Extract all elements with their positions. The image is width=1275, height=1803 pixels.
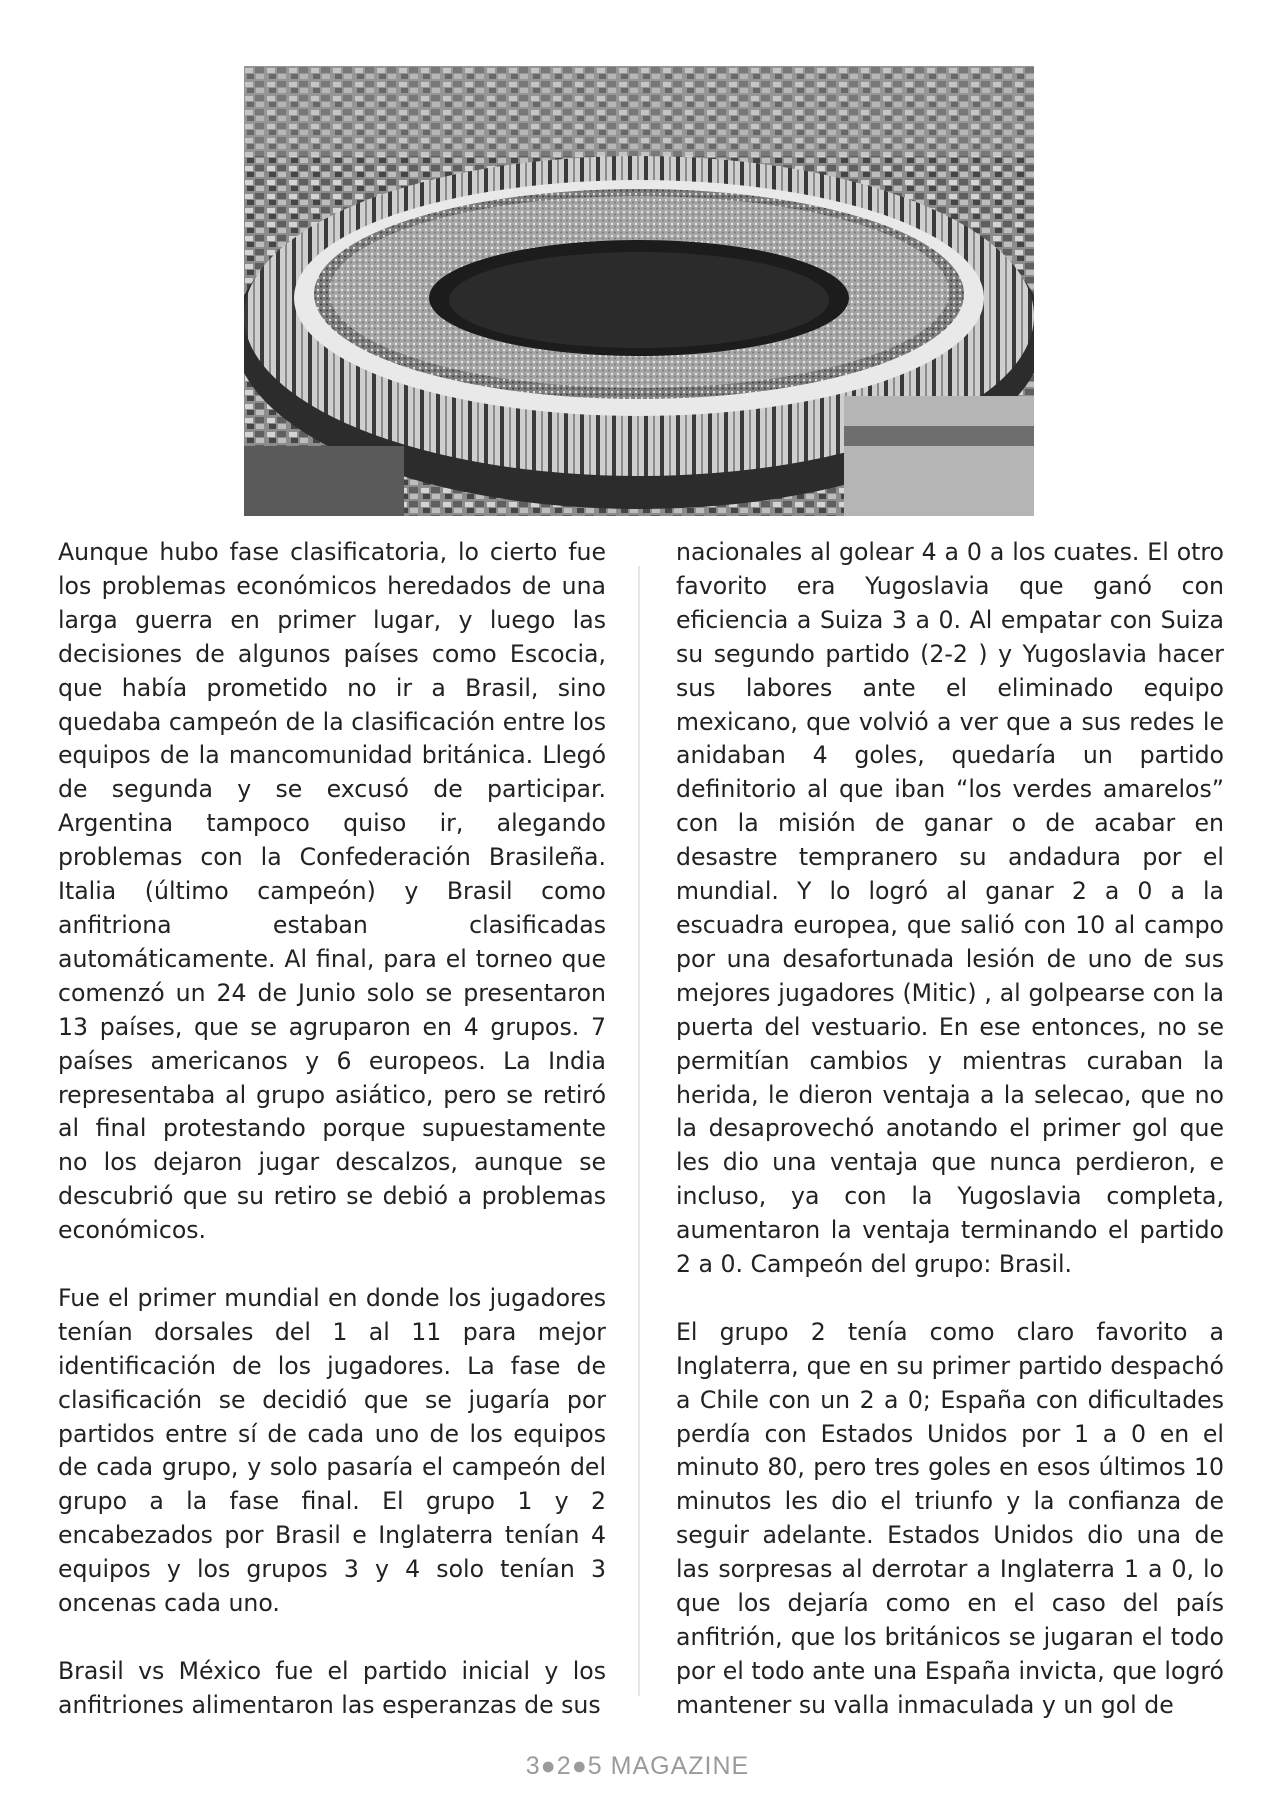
paragraph: nacionales al golear 4 a 0 a los cuates. El otro favorito era Yugoslavia que ganó con eficiencia a Suiza 3 a 0. Al empatar con Suiza su segundo partido (2-2 ) y Yugoslavia hacer sus labores ante el eliminado equipo mexicano, que volvió a ver que a sus redes le anidaban 4 goles, quedaría un partido definitorio al que iban “los verdes amarelos” con la misión de ganar o de acabar en desastre tempranero su andadura por el mundial. Y lo logró al ganar 2 a 0 a la escuadra europea, que salió con 10 al campo por una desafortunada lesión de uno de sus mejores jugadores (Mitic) , al golpearse con la puerta del vestuario. En ese entonces, no se permitían cambios y mientras curaban la herida, le dieron ventaja a la selecao, que no la desaprovechó anotando el primer gol que les dio una ventaja que nunca perdieron, e incluso, ya con la Yugoslavia completa, aumentaron la ventaja terminando el partido 2 a 0. Campeón del grupo: Brasil. [676,538,1224,1279]
article-left-column [58,536,606,1723]
paragraph: Fue el primer mundial en donde los jugadores tenían dorsales del 1 al 11 para mejor identificación de los jugadores. La fase de clasificación se decidió que se jugaría por partidos entre sí de cada uno de los equipos de cada grupo, y solo pasaría el campeón del grupo a la fase final. El grupo 1 y 2 encabezados por Brasil e Inglaterra tenían 4 equipos y los grupos 3 y 4 solo tenían 3 oncenas cada uno. [58,1283,606,1618]
paragraph: El grupo 2 tenía como claro favorito a Inglaterra, que en su primer partido despachó a Chile con un 2 a 0; España con dificultades perdía con Estados Unidos por 1 a 0 en el minuto 80, pero tres goles en esos últimos 10 minutos les dio el triunfo y la confianza de seguir adelante. Estados Unidos dio una de las sorpresas al derrotar a Inglaterra 1 a 0, lo que los dejaría como en el caso del país anfitrión, que los británicos se jugaran el todo por el todo ante una España invicta, que logró mantener su valla inmaculada y un gol de [676,1317,1224,1719]
paragraph: Aunque hubo fase clasificatoria, lo cierto fue los problemas económicos heredados de una larga guerra en primer lugar, y luego las decisiones de algunos países como Escocia, que había prometido no ir a Brasil, sino quedaba campeón de la clasificación entre los equipos de la mancomunidad británica. Llegó de segunda y se excusó de participar. Argentina tampoco quiso ir, alegando problemas con la Confederación Brasileña. Italia (último campeón) y Brasil como anfitriona estaban clasificadas automáticamente. Al final, para el torneo que comenzó un 24 de Junio solo se presentaron 13 países, que se agruparon en 4 grupos. 7 países americanos y 6 europeos. La India representaba al grupo asiático, pero se retiró al final protestando porque supuestamente no los dejaron jugar descalzos, aunque se descubrió que su retiro se debió a problemas económicos. [58,538,606,1245]
stadium-illustration [244,66,1034,516]
paragraph: Brasil vs México fue el partido inicial y los anfitriones alimentaron las esperanzas de sus [58,1656,606,1719]
column-divider [638,566,640,1696]
magazine-footer: 3●2●5 MAGAZINE [525,1752,750,1780]
article-right-column [676,536,1224,1723]
stadium-photo [244,66,1034,516]
